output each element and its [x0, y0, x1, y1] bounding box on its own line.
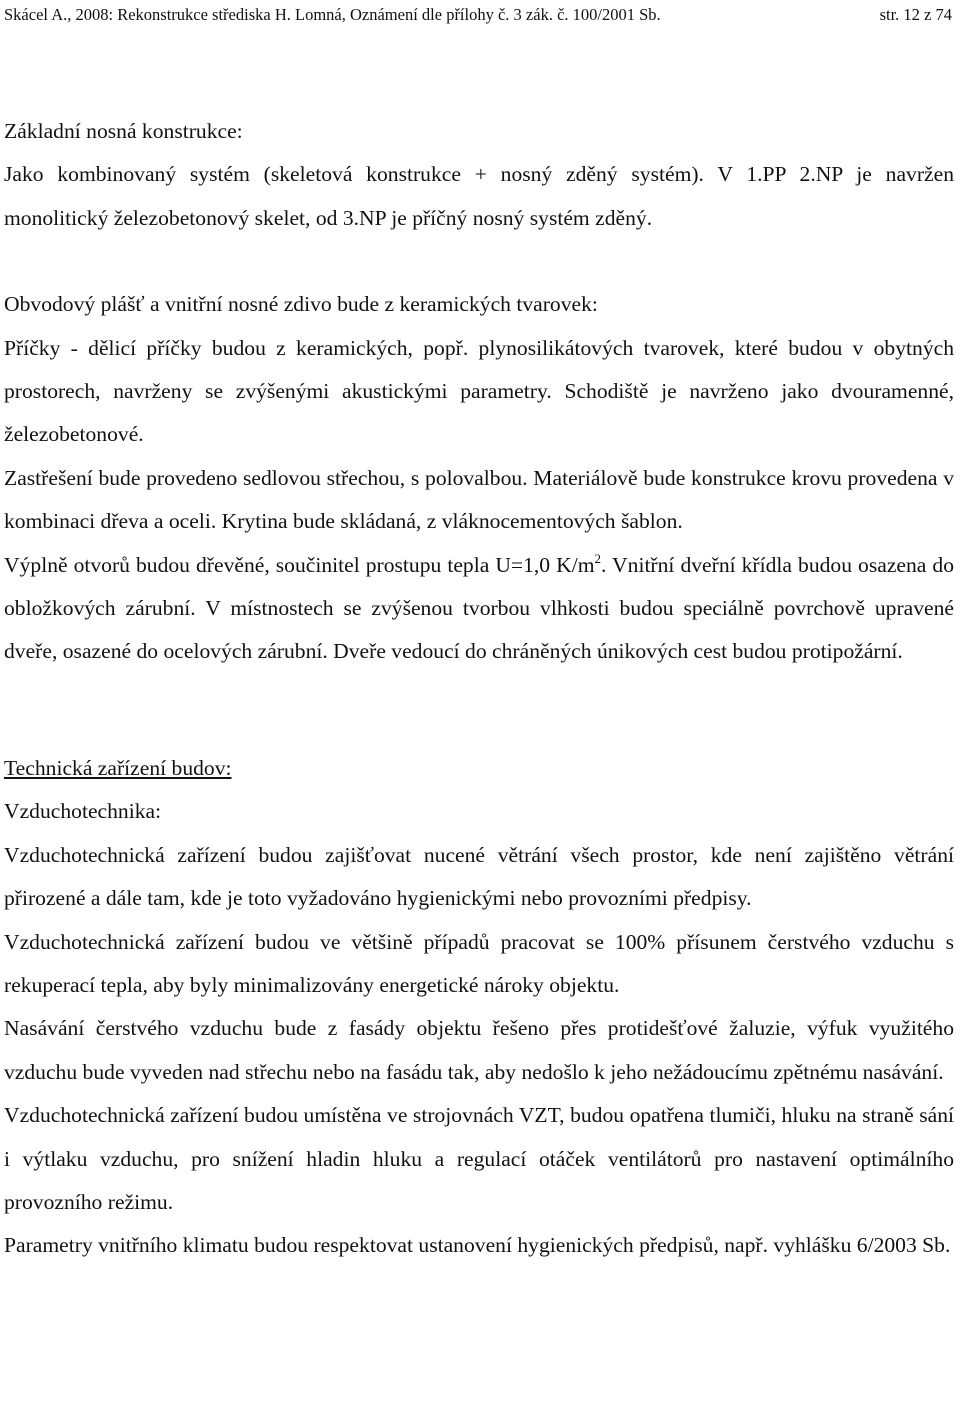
- paragraph-ventilation-5: Parametry vnitřního klimatu budou respektovat ustanovení hygienických předpisů, např. vyhlášku 6/2003 Sb.: [4, 1233, 951, 1258]
- header-citation: Skácel A., 2008: Rekonstrukce střediska H. Lomná, Oznámení dle přílohy č. 3 zák. č. 100/2001 Sb.: [4, 5, 661, 24]
- paragraph-roofing: Zastřešení bude provedeno sedlovou střechou, s polovalbou. Materiálově bude konstrukce krovu provedena v kombinaci dřeva a oceli. Krytina bude skládaná, z vláknocementových šablon.: [4, 465, 954, 534]
- subheading-ventilation: Vzduchotechnika:: [4, 799, 162, 824]
- paragraph-ventilation-2: Vzduchotechnická zařízení budou ve většině případů pracovat se 100% přísunem čerstvého vzduchu s rekuperací tepla, aby byly minimalizovány energetické nároky objektu.: [4, 929, 954, 997]
- spacer: [4, 240, 954, 283]
- spacer: [4, 674, 954, 747]
- paragraph-ventilation-3: Nasávání čerstvého vzduchu bude z fasády objektu řešeno přes protidešťové žaluzie, výfuk využitého vzduchu bude vyveden nad střechu nebo na fasádu tak, aby nedošlo k jeho nežádoucímu zpětnému nasávání.: [4, 1016, 954, 1084]
- document-body: [4, 110, 954, 1268]
- paragraph-ventilation-4: Vzduchotechnická zařízení budou umístěna ve strojovnách VZT, budou opatřena tlumiči, hluku na straně sání i výtlaku vzduchu, pro snížení hladin hluku a regulací otáček ventilátorů pro nastavení optimálního provozního režimu.: [4, 1103, 954, 1214]
- paragraph-ventilation-1: Vzduchotechnická zařízení budou zajišťovat nucené větrání všech prostor, kde není zajištěno větrání přirozené a dále tam, kde je toto vyžadováno hygienickými nebo provozními předpisy.: [4, 842, 954, 911]
- page-number: str. 12 z 74: [879, 5, 952, 24]
- superscript: 2: [594, 550, 602, 566]
- openings-text-start: Výplně otvorů budou dřevěné, součinitel prostupu tepla U=1,0 K/m: [4, 552, 595, 577]
- section-heading-walls: Obvodový plášť a vnitřní nosné zdivo bude z keramických tvarovek:: [4, 292, 598, 317]
- section-heading-technical: Technická zařízení budov:: [4, 755, 232, 780]
- paragraph-structure: Jako kombinovaný systém (skeletová konstrukce + nosný zděný systém). V 1.PP 2.NP je navržen monolitický železobetonový skelet, od 3.NP je příčný nosný systém zděný.: [4, 162, 954, 230]
- section-heading-structure: Základní nosná konstrukce:: [4, 119, 243, 143]
- openings-text-end: . Vnitřní dveřní křídla budou osazena do obložkových zárubní. V místnostech se zvýšenou tvorbou vlhkosti budou speciálně povrchově upravené dveře, osazené do ocelových zárubní. Dveře vedoucí do chráněných únikových cest budou protipožární.: [4, 552, 954, 664]
- paragraph-openings: [4, 544, 954, 674]
- paragraph-partitions: Příčky - dělicí příčky budou z keramických, popř. plynosilikátových tvarovek, které budou v obytných prostorech, navrženy se zvýšenými akustickými parametry. Schodiště je navrženo jako dvouramenné, železobetonové.: [4, 335, 954, 447]
